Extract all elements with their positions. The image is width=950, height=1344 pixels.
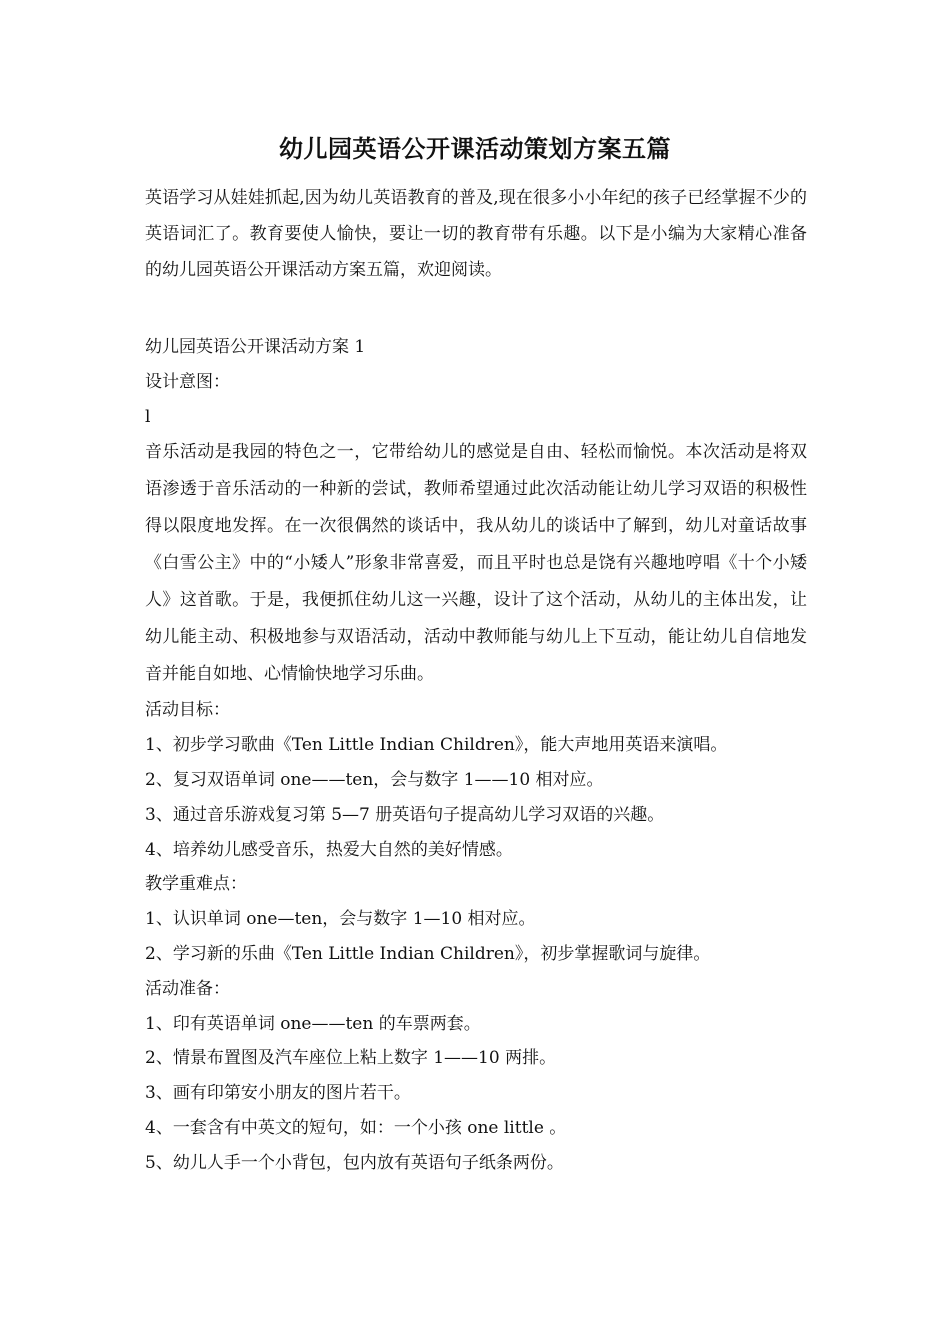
preparation-label: 活动准备： [145, 978, 230, 999]
goal-item: 2、复习双语单词 one——ten，会与数字 1——10 相对应。 [145, 769, 604, 790]
design-intent-label: 设计意图： [145, 371, 230, 392]
preparation-item: 1、印有英语单词 one——ten 的车票两套。 [145, 1013, 481, 1034]
key-point-item: 2、学习新的乐曲《Ten Little Indian Children》，初步掌握歌词与旋律。 [145, 943, 711, 964]
document-body [145, 180, 807, 1181]
paragraph-gap [145, 288, 807, 330]
preparation-item: 4、一套含有中英文的短句，如：一个小孩 one little 。 [145, 1117, 567, 1138]
goal-item: 4、培养幼儿感受音乐，热爱大自然的美好情感。 [145, 839, 513, 860]
design-intent-paragraph: 音乐活动是我园的特色之一，它带给幼儿的感觉是自由、轻松而愉悦。本次活动是将双语渗透于音乐活动的一种新的尝试，教师希望通过此次活动能让幼儿学习双语的积极性得以限度地发挥。在一次很偶然的谈话中，我从幼儿的谈话中了解到，幼儿对童话故事《白雪公主》中的“小矮人”形象非常喜爱，而且平时也总是饶有兴趣地哼唱《十个小矮人》这首歌。于是，我便抓住幼儿这一兴趣，设计了这个活动，从幼儿的主体出发，让幼儿能主动、积极地参与双语活动，活动中教师能与幼儿上下互动，能让幼儿自信地发音并能自如地、心情愉快地学习乐曲。 [145, 442, 807, 685]
key-points-label: 教学重难点： [145, 874, 247, 895]
intro-paragraph: 英语学习从娃娃抓起,因为幼儿英语教育的普及,现在很多小小年纪的孩子已经掌握不少的英语词汇了。教育要使人愉快，要让一切的教育带有乐趣。以下是小编为大家精心准备的幼儿园英语公开课活动方案五篇，欢迎阅读。 [145, 188, 807, 280]
preparation-item: 5、幼儿人手一个小背包，包内放有英语句子纸条两份。 [145, 1152, 564, 1173]
key-point-item: 1、认识单词 one—ten，会与数字 1—10 相对应。 [145, 909, 536, 930]
goals-label: 活动目标： [145, 700, 230, 721]
section-heading: 幼儿园英语公开课活动方案 1 [145, 337, 366, 357]
document-title: 幼儿园英语公开课活动策划方案五篇 [279, 134, 671, 163]
goal-item: 3、通过音乐游戏复习第 5—7 册英语句子提高幼儿学习双语的兴趣。 [145, 804, 665, 825]
preparation-item: 2、情景布置图及汽车座位上粘上数字 1——10 两排。 [145, 1048, 557, 1069]
goal-item: 1、初步学习歌曲《Ten Little Indian Children》，能大声地用英语来演唱。 [145, 735, 728, 756]
stray-character: l [145, 406, 151, 427]
preparation-item: 3、画有印第安小朋友的图片若干。 [145, 1083, 411, 1104]
